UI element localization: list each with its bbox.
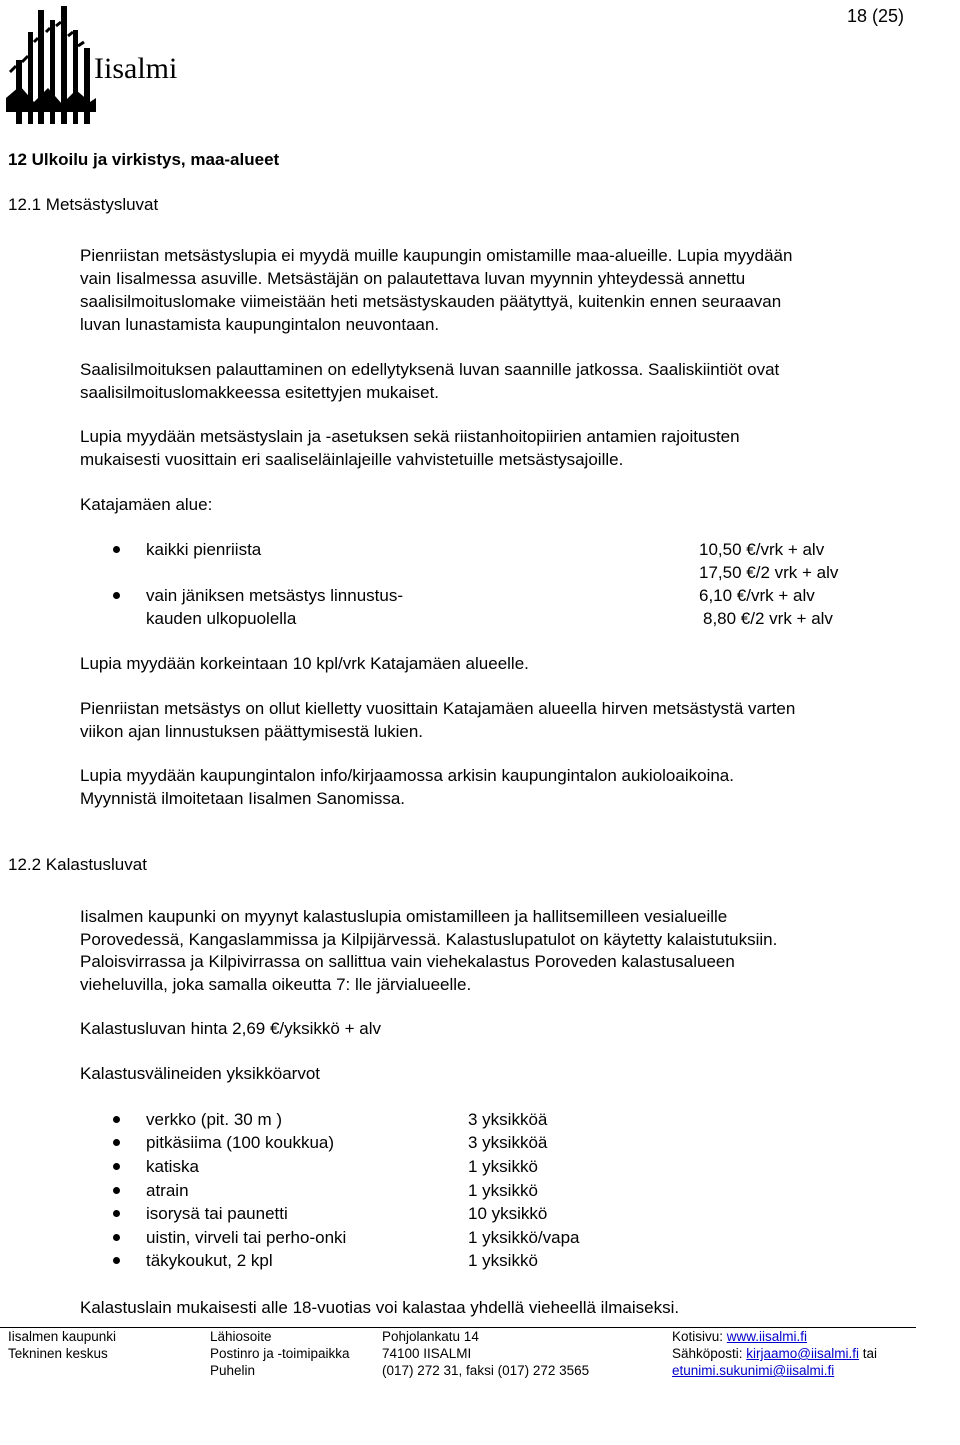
unit-value: 1 yksikkö [468, 1181, 538, 1200]
homepage-link[interactable]: www.iisalmi.fi [726, 1329, 808, 1344]
price-value: 17,50 €/2 vrk + alv [699, 563, 839, 582]
paragraph-line: saalisilmoituslomake viimeistään heti metsästyskauden päätyttyä, kuitenkin ennen seuraavan [80, 292, 782, 311]
email-link[interactable]: kirjaamo@iisalmi.fi [746, 1346, 860, 1361]
price-value: 6,10 €/vrk + alv [699, 586, 815, 605]
footer-homepage [672, 1328, 807, 1345]
email-label: Sähköposti: [672, 1346, 747, 1361]
area-label: Katajamäen alue: [80, 495, 213, 514]
paragraph-line: Pienriistan metsästyslupia ei myydä muille kaupungin omistamille maa-alueille. Lupia myydään [80, 246, 793, 265]
paragraph-line: Lupia myydään kaupungintalon info/kirjaamossa arkisin kaupungintalon aukioloaikoina. [80, 766, 734, 785]
paragraph-line: saalisilmoituslomakkeessa esitettyjen mukaiset. [80, 383, 440, 402]
footer-org: Iisalmen kaupunki [8, 1329, 117, 1344]
paragraph-line: Saalisilmoituksen palauttaminen on edellytyksenä luvan saannille jatkossa. Saaliskiintiöt ovat [80, 360, 780, 379]
unit-item: verkko (pit. 30 m ) [146, 1110, 283, 1129]
bullet-icon [113, 546, 120, 553]
section-12-heading: 12 Ulkoilu ja virkistys, maa-alueet [8, 150, 280, 169]
footer-email [672, 1345, 877, 1362]
unit-item: atrain [146, 1181, 189, 1200]
email2-link[interactable]: etunimi.sukunimi@iisalmi.fi [672, 1363, 835, 1378]
paragraph-line: viikon ajan linnustuksen päättymisestä lukien. [80, 722, 424, 741]
bullet-icon [113, 1163, 120, 1170]
footer-label: Lähiosoite [210, 1329, 272, 1344]
bullet-icon [113, 1234, 120, 1241]
paragraph-line: Myynnistä ilmoitetaan Iisalmen Sanomissa. [80, 789, 406, 808]
email-suffix: tai [859, 1346, 878, 1361]
footer-email2 [672, 1362, 834, 1379]
unit-item: isorysä tai paunetti [146, 1204, 288, 1223]
bullet-icon [113, 1187, 120, 1194]
footer-label: Puhelin [210, 1363, 256, 1378]
bullet-icon [113, 1116, 120, 1123]
iisalmi-logo [6, 2, 190, 132]
unit-item: uistin, virveli tai perho-onki [146, 1228, 347, 1247]
unit-value: 3 yksikköä [468, 1110, 548, 1129]
footer-label: Postinro ja -toimipaikka [210, 1346, 350, 1361]
unit-value: 1 yksikkö [468, 1251, 538, 1270]
unit-item: täkykoukut, 2 kpl [146, 1251, 273, 1270]
unit-value: 1 yksikkö [468, 1157, 538, 1176]
unit-item: katiska [146, 1157, 199, 1176]
paragraph-line: vieheluvilla, joka samalla oikeutta 7: lle järvialueelle. [80, 975, 472, 994]
homepage-label: Kotisivu: [672, 1329, 727, 1344]
section-12-1-heading: 12.1 Metsästysluvat [8, 195, 159, 214]
price-value: 10,50 €/vrk + alv [699, 540, 825, 559]
unit-value: 3 yksikköä [468, 1133, 548, 1152]
bullet-icon [113, 1139, 120, 1146]
paragraph-line: luvan lunastamista kaupungintalon neuvontaan. [80, 315, 440, 334]
paragraph-line: Lupia myydään metsästyslain ja -asetuksen sekä riistanhoitopiirien antamien rajoitusten [80, 427, 740, 446]
footer-dept: Tekninen keskus [8, 1346, 108, 1361]
paragraph-line: Paloisvirrassa ja Kilpivirrassa on sallittua vain viehekalastus Poroveden kalastusalueen [80, 952, 735, 971]
footer-phone: (017) 272 31, faksi (017) 272 3565 [382, 1363, 590, 1378]
price-label: kauden ulkopuolella [146, 609, 297, 628]
bullet-icon [113, 592, 120, 599]
bullet-icon [113, 1210, 120, 1217]
bullet-icon [113, 1257, 120, 1264]
page-number: 18 (25) [846, 6, 904, 26]
paragraph-line: vain Iisalmessa asuville. Metsästäjän on palautettava luvan myynnin yhteydessä annettu [80, 269, 746, 288]
footer-address: Pohjolankatu 14 [382, 1329, 479, 1344]
price-value: 8,80 €/2 vrk + alv [703, 609, 833, 628]
paragraph-line: Porovedessä, Kangaslammissa ja Kilpijärvessä. Kalastuslupatulot on käytetty kalaistutuksiin. [80, 930, 778, 949]
paragraph-line: mukaisesti vuosittain eri saaliseläinlajeille vahvistetuille metsästysajoille. [80, 450, 624, 469]
fishing-price: Kalastusluvan hinta 2,69 €/yksikkö + alv [80, 1019, 381, 1038]
paragraph-line: Iisalmen kaupunki on myynyt kalastuslupia omistamilleen ja hallitsemilleen vesialueille [80, 907, 728, 926]
unit-value: 1 yksikkö/vapa [468, 1228, 580, 1247]
price-label: kaikki pienriista [146, 540, 262, 559]
units-heading: Kalastusvälineiden yksikköarvot [80, 1064, 321, 1083]
footer-postcode: 74100 IISALMI [382, 1346, 472, 1361]
logo-wordmark: Iisalmi [94, 52, 178, 85]
unit-item: pitkäsiima (100 koukkua) [146, 1133, 335, 1152]
paragraph-line: Lupia myydään korkeintaan 10 kpl/vrk Katajamäen alueelle. [80, 654, 529, 673]
section-12-2-heading: 12.2 Kalastusluvat [8, 855, 147, 874]
iisalmi-emblem-icon [6, 2, 190, 132]
unit-value: 10 yksikkö [468, 1204, 548, 1223]
price-label: vain jäniksen metsästys linnustus- [146, 586, 404, 605]
paragraph-line: Kalastuslain mukaisesti alle 18-vuotias voi kalastaa yhdellä vieheellä ilmaiseksi. [80, 1298, 680, 1317]
paragraph-line: Pienriistan metsästys on ollut kielletty vuosittain Katajamäen alueella hirven metsästystä varten [80, 699, 796, 718]
